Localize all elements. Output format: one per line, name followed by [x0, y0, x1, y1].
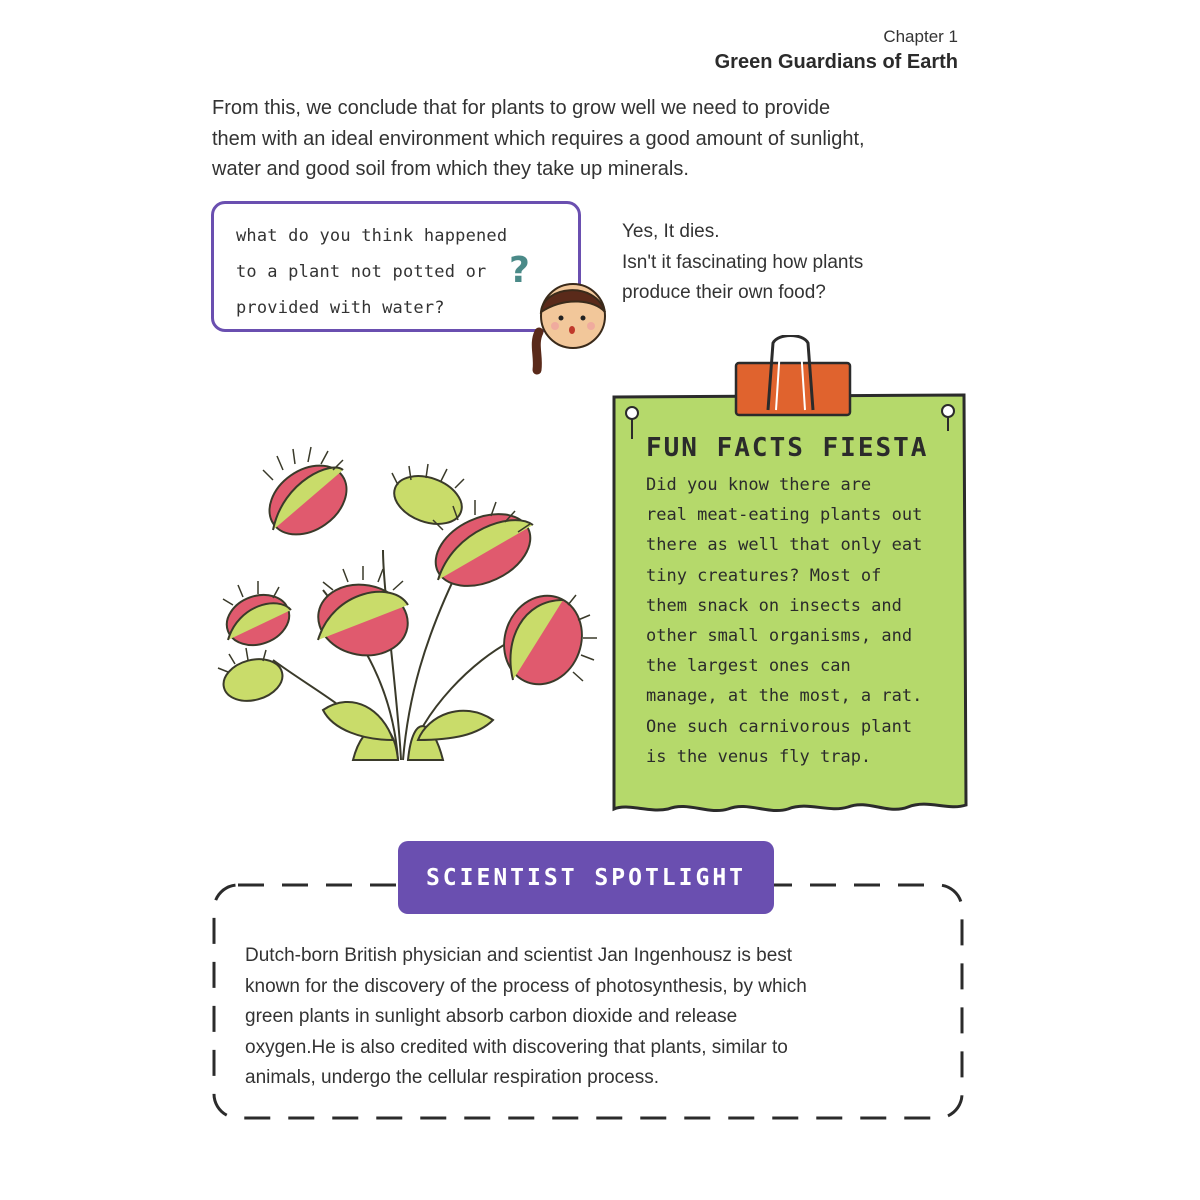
fun-facts-line: tiny creatures? Most of — [646, 565, 882, 586]
fun-facts-line: Did you know there are — [646, 475, 872, 495]
fun-facts-line: there as well that only eat — [646, 535, 923, 556]
answer-line: Yes, It dies. — [622, 221, 720, 242]
spotlight-line: oxygen.He is also credited with discovering that plants, similar to — [245, 1036, 788, 1058]
question-text — [236, 218, 556, 326]
spotlight-line: known for the discovery of the process of photosynthesis, by which — [245, 975, 807, 997]
spotlight-line: Dutch-born British physician and scientist Jan Ingenhousz is best — [245, 945, 793, 966]
intro-line: water and good soil from which they take up minerals. — [212, 158, 689, 180]
scientist-spotlight-text — [245, 941, 935, 1094]
fun-facts-line: is the venus fly trap. — [646, 746, 872, 767]
spotlight-line: animals, undergo the cellular respiration process. — [245, 1067, 659, 1088]
fun-facts-title: FUN FACTS FIESTA — [646, 433, 929, 463]
intro-line: From this, we conclude that for plants to grow well we need to provide — [212, 97, 831, 119]
venus-fly-trap-illustration — [213, 440, 608, 770]
scientist-spotlight-badge: SCIENTIST SPOTLIGHT — [398, 841, 774, 914]
fun-facts-line: One such carnivorous plant — [646, 716, 913, 737]
fun-facts-line: manage, at the most, a rat. — [646, 686, 923, 707]
spotlight-line: green plants in sunlight absorb carbon dioxide and release — [245, 1006, 738, 1027]
question-mark-icon: ? — [509, 250, 530, 291]
question-line: provided with water? — [236, 298, 445, 318]
girl-face-icon — [525, 282, 615, 377]
question-line: what do you think happened — [236, 226, 508, 246]
fun-facts-line: them snack on insects and — [646, 595, 902, 616]
intro-paragraph — [212, 93, 972, 185]
chapter-number: Chapter 1 — [883, 27, 958, 46]
answer-line: Isn't it fascinating how plants — [622, 251, 864, 273]
fun-facts-line: other small organisms, and — [646, 626, 913, 647]
answer-text — [622, 217, 962, 309]
binder-clip-icon — [736, 336, 850, 416]
fun-facts-line: real meat-eating plants out — [646, 505, 923, 526]
chapter-title: Green Guardians of Earth — [714, 51, 958, 73]
answer-line: produce their own food? — [622, 282, 826, 303]
fun-facts-body — [646, 470, 946, 772]
fun-facts-line: the largest ones can — [646, 656, 851, 677]
question-line: to a plant not potted or — [236, 262, 487, 282]
intro-line: them with an ideal environment which requires a good amount of sunlight, — [212, 127, 865, 150]
